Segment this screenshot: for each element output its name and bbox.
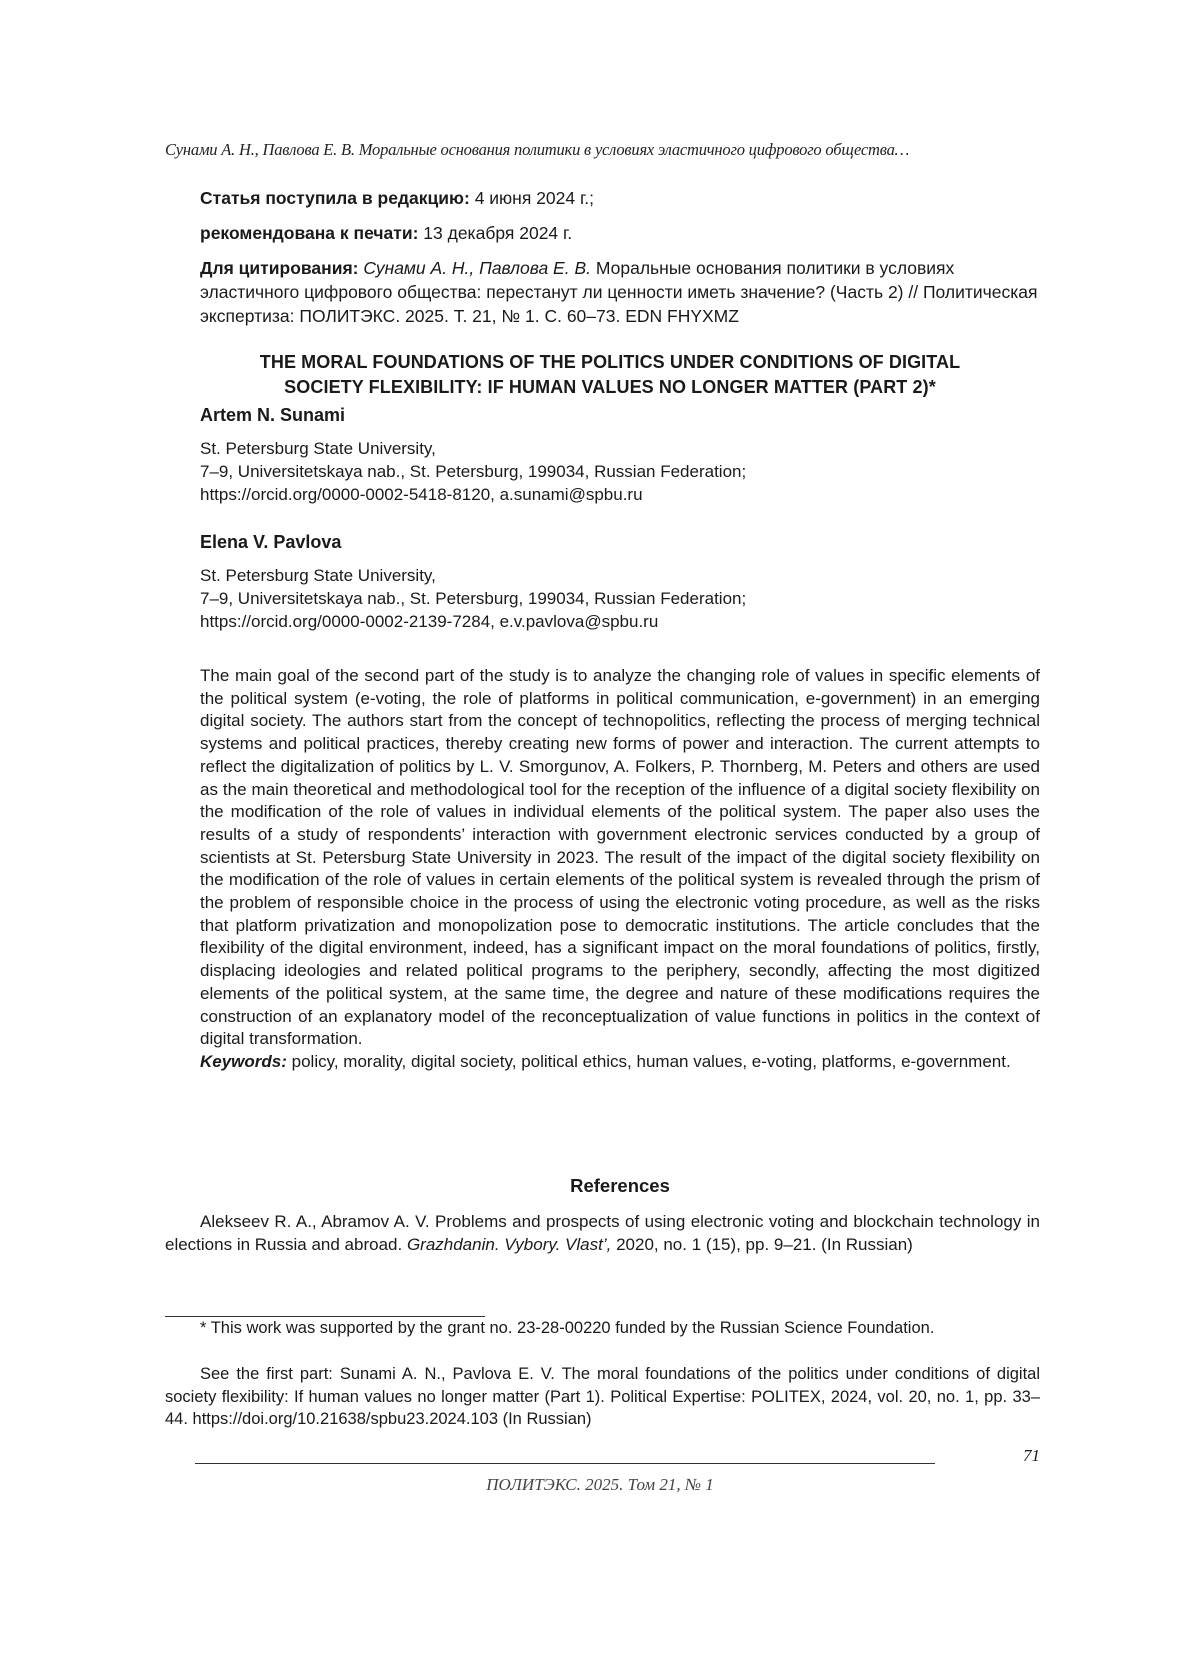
affiliation-line: St. Petersburg State University, bbox=[200, 439, 436, 458]
page-number: 71 bbox=[1023, 1446, 1040, 1465]
title-line-2: SOCIETY FLEXIBILITY: IF HUMAN VALUES NO LONGER MATTER (PART 2)* bbox=[284, 377, 936, 397]
author-name-2: Elena V. Pavlova bbox=[200, 532, 342, 552]
reference-details: 2020, no. 1 (15), pp. 9–21. (In Russian) bbox=[611, 1235, 913, 1254]
footnote-first-part: See the first part: Sunami A. N., Pavlova E. V. The moral foundations of the politics under conditions of digital society flexibility: If human values no longer matter (Part 1). Political Expertise: POLITEX, 2024, vol. 20, no. 1, pp. 33–44. https://doi.org/10.21638/spbu23.2024.103 (In Russian) bbox=[165, 1365, 1040, 1428]
recommended-value: 13 декабря 2024 г. bbox=[418, 223, 573, 243]
contact-line: https://orcid.org/0000-0002-5418-8120, a.sunami@spbu.ru bbox=[200, 485, 643, 504]
citation bbox=[200, 256, 1040, 328]
reference-journal: Grazhdanin. Vybory. Vlast’, bbox=[406, 1235, 612, 1254]
footer-divider bbox=[195, 1463, 935, 1464]
author-affiliation-1 bbox=[200, 437, 1040, 506]
title-line-1: THE MORAL FOUNDATIONS OF THE POLITICS UNDER CONDITIONS OF DIGITAL bbox=[259, 352, 961, 372]
address-line: 7–9, Universitetskaya nab., St. Petersburg, 199034, Russian Federation; bbox=[200, 589, 747, 608]
received-value: 4 июня 2024 г.; bbox=[469, 188, 594, 208]
abstract-text: The main goal of the second part of the study is to analyze the changing role of values in specific elements of the political system (e-voting, the role of platforms in political communication, e-government) in an emerging digital society. The authors start from the concept of technopolitics, reflecting the process of merging technical systems and political practices, thereby creating new forms of power and interaction. The current attempts to reflect the digitalization of politics by L. V. Smorgunov, A. Folkers, P. Thornberg, M. Peters and others are used as the main theoretical and methodological tool for the reception of the influence of a digital society flexibility on the modification of the role of values in individual elements of the political system. The paper also uses the results of a study of respondents’ interaction with government electronic services conducted by a group of scientists at St. Petersburg State University in 2023. The result of the impact of the digital society flexibility on the modification of the role of values in certain elements of the political system is revealed through the prism of the problem of responsible choice in the process of using the electronic voting procedure, as well as the risks that platform privatization and monopolization pose to democratic institutions. The article concludes that the flexibility of the digital environment, indeed, has a significant impact on the moral foundations of politics, firstly, displacing ideologies and related political programs to the periphery, secondly, affecting the most digitized elements of the political system, at the same time, the degree and nature of these modifications requires the construction of an explanatory model of the reconceptualization of value functions in politics in the context of digital transformation. bbox=[200, 666, 1040, 1049]
received-date bbox=[200, 186, 1040, 210]
footnote-grant: * This work was supported by the grant no. 23-28-00220 funded by the Russian Science Foundation. bbox=[200, 1319, 935, 1337]
recommended-date bbox=[200, 221, 1040, 245]
article-title bbox=[180, 350, 1040, 400]
running-head: Сунами А. Н., Павлова Е. В. Моральные основания политики в условиях эластичного цифрового общества… bbox=[165, 140, 910, 159]
author-affiliation-2 bbox=[200, 564, 1040, 633]
keywords bbox=[200, 1051, 1040, 1074]
author-name-1: Artem N. Sunami bbox=[200, 405, 346, 425]
reference-item bbox=[165, 1210, 1040, 1256]
received-label: Статья поступила в редакцию: bbox=[200, 188, 470, 208]
abstract bbox=[200, 665, 1040, 1074]
journal-footer: ПОЛИТЭКС. 2025. Том 21, № 1 bbox=[486, 1475, 714, 1494]
references-heading: References bbox=[570, 1175, 670, 1196]
recommended-label: рекомендована к печати: bbox=[200, 223, 419, 243]
address-line: 7–9, Universitetskaya nab., St. Petersburg, 199034, Russian Federation; bbox=[200, 462, 747, 481]
keywords-label: Keywords: bbox=[200, 1051, 287, 1071]
reference-authors-title: Alekseev R. A., Abramov A. V. Problems and prospects of using electronic voting and blockchain technology in elections in Russia and abroad. bbox=[165, 1212, 1040, 1254]
citation-authors: Сунами А. Н., Павлова Е. В. bbox=[358, 258, 591, 278]
affiliation-line: St. Petersburg State University, bbox=[200, 566, 436, 585]
citation-text: Моральные основания политики в условиях эластичного цифрового общества: перестанут ли ценности иметь значение? (Часть 2) // Политическая экспертиза: ПОЛИТЭКС. 2025. Т. 21, № 1. С. 60–73. EDN FHYXMZ bbox=[200, 258, 1038, 326]
contact-line: https://orcid.org/0000-0002-2139-7284, e.v.pavlova@spbu.ru bbox=[200, 612, 659, 631]
keywords-list: policy, morality, digital society, political ethics, human values, e-voting, platforms, e-government. bbox=[286, 1051, 1011, 1071]
citation-label: Для цитирования: bbox=[200, 258, 359, 278]
